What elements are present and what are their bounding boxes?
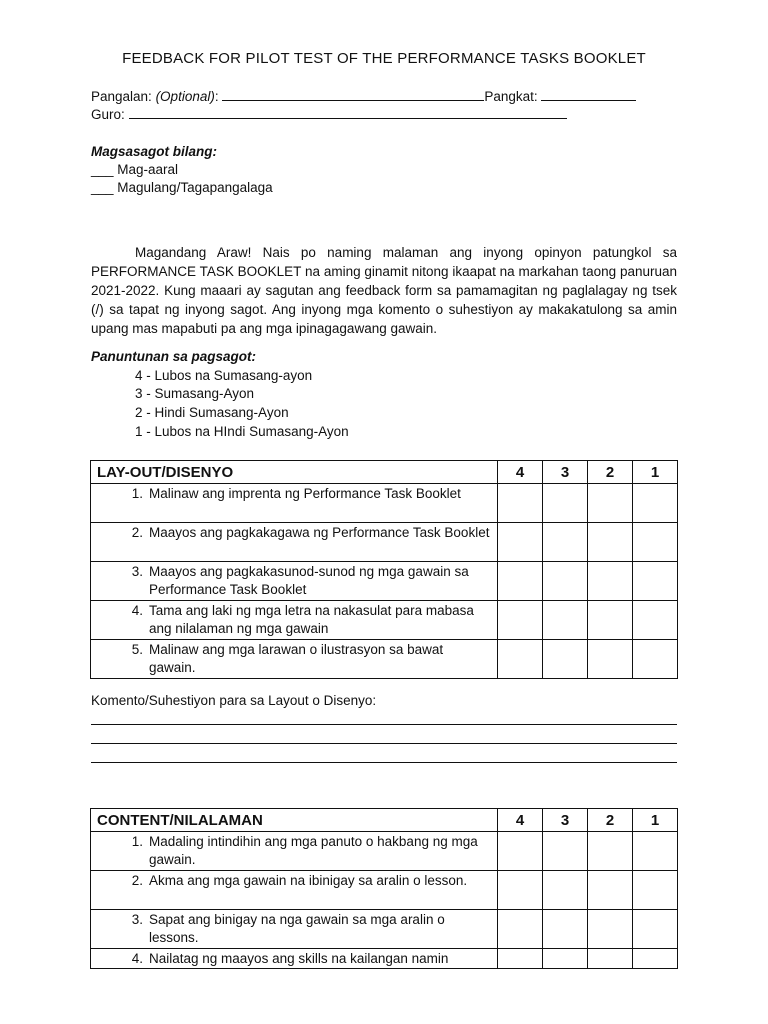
intro-text: Magandang Araw! Nais po naming malaman ang inyong opinyon patungkol sa PERFORMANCE TASK BOOKLET na aming ginamit nitong ikaapat na markahan taong panuruan 2021-2022. Kung maaari ay sagutan ang feedback form sa pamamagitan ng paglalagay ng tsek (/) sa tapat ng inyong sagot. Ang inyong mga komento o suhestiyon ay makakatulong sa amin upang mas mapabuti pa ang mga ipinagagawang gawain.	[91, 245, 677, 336]
rating-cell-3[interactable]	[543, 484, 588, 523]
rating-cell-2[interactable]	[588, 523, 633, 562]
rating-cell-2[interactable]	[588, 601, 633, 640]
intro-paragraph	[91, 243, 677, 338]
rating-cell-4[interactable]	[498, 640, 543, 679]
item-statement: Tama ang laki ng mga letra na nakasulat para mabasa ang nilalaman ng mga gawain	[149, 603, 474, 636]
rating-cell-2[interactable]	[588, 871, 633, 910]
rating-cell-3[interactable]	[543, 910, 588, 949]
rating-cell-4[interactable]	[498, 871, 543, 910]
name-label: Pangalan:	[91, 89, 156, 104]
rating-cell-1[interactable]	[633, 562, 678, 601]
item-statement: Madaling intindihin ang mga panuto o hakbang ng mga gawain.	[149, 834, 478, 867]
guidelines-heading: Panuntunan sa pagsagot:	[91, 349, 257, 364]
table-header-row	[91, 461, 678, 484]
table-row	[91, 523, 678, 562]
content-rating-table	[90, 808, 678, 969]
rating-cell-1[interactable]	[633, 949, 678, 969]
rating-cell-4[interactable]	[498, 523, 543, 562]
scale-header: 3	[543, 809, 588, 832]
rating-cell-3[interactable]	[543, 523, 588, 562]
guideline-item: 1 - Lubos na HIndi Sumasang-Ayon	[135, 424, 349, 439]
content-section-heading: CONTENT/NILALAMAN	[91, 809, 498, 832]
table-row	[91, 562, 678, 601]
comment-line[interactable]	[91, 762, 677, 763]
scale-header: 3	[543, 461, 588, 484]
scale-header: 4	[498, 461, 543, 484]
item-statement: Malinaw ang imprenta ng Performance Task Booklet	[149, 486, 461, 501]
rating-cell-3[interactable]	[543, 832, 588, 871]
rating-cell-1[interactable]	[633, 871, 678, 910]
rating-cell-3[interactable]	[543, 640, 588, 679]
form-title: FEEDBACK FOR PILOT TEST OF THE PERFORMANCE TASKS BOOKLET	[122, 50, 646, 67]
teacher-label: Guro:	[91, 107, 125, 122]
scale-header: 2	[588, 461, 633, 484]
table-row	[91, 601, 678, 640]
table-row	[91, 910, 678, 949]
optional-label: (Optional)	[155, 89, 215, 104]
guideline-item: 2 - Hindi Sumasang-Ayon	[135, 405, 289, 420]
item-statement: Akma ang mga gawain na ibinigay sa aralin o lesson.	[149, 873, 468, 888]
respondent-heading: Magsasagot bilang:	[91, 144, 218, 159]
item-number: 3.	[131, 564, 143, 579]
rating-cell-1[interactable]	[633, 601, 678, 640]
guideline-item: 3 - Sumasang-Ayon	[135, 386, 255, 401]
table-row	[91, 871, 678, 910]
scale-header: 2	[588, 809, 633, 832]
rating-cell-4[interactable]	[498, 832, 543, 871]
table-row	[91, 484, 678, 523]
comment-line[interactable]	[91, 724, 677, 725]
guideline-item: 4 - Lubos na Sumasang-ayon	[135, 368, 313, 383]
section-blank[interactable]	[541, 88, 636, 101]
rating-cell-2[interactable]	[588, 562, 633, 601]
rating-cell-2[interactable]	[588, 832, 633, 871]
rating-cell-4[interactable]	[498, 910, 543, 949]
rating-cell-2[interactable]	[588, 910, 633, 949]
rating-cell-4[interactable]	[498, 949, 543, 969]
item-number: 5.	[131, 642, 143, 657]
teacher-row	[91, 106, 567, 122]
rating-cell-2[interactable]	[588, 484, 633, 523]
rating-cell-1[interactable]	[633, 640, 678, 679]
rating-cell-1[interactable]	[633, 832, 678, 871]
respondent-option-parent[interactable]: ___ Magulang/Tagapangalaga	[91, 180, 273, 195]
rating-cell-4[interactable]	[498, 601, 543, 640]
rating-cell-3[interactable]	[543, 562, 588, 601]
name-blank[interactable]	[222, 88, 484, 101]
item-number: 2.	[131, 525, 143, 540]
rating-cell-3[interactable]	[543, 949, 588, 969]
scale-header: 4	[498, 809, 543, 832]
table-row	[91, 640, 678, 679]
item-statement: Maayos ang pagkakasunod-sunod ng mga gawain sa Performance Task Booklet	[149, 564, 469, 597]
table-row	[91, 832, 678, 871]
teacher-blank[interactable]	[129, 106, 567, 119]
rating-cell-1[interactable]	[633, 910, 678, 949]
item-number: 4.	[131, 951, 143, 966]
name-row	[91, 88, 636, 104]
rating-cell-4[interactable]	[498, 484, 543, 523]
rating-cell-1[interactable]	[633, 484, 678, 523]
item-statement: Malinaw ang mga larawan o ilustrasyon sa bawat gawain.	[149, 642, 444, 675]
layout-comment-label: Komento/Suhestiyon para sa Layout o Disenyo:	[91, 693, 377, 708]
item-number: 1.	[131, 834, 143, 849]
layout-section-heading: LAY-OUT/DISENYO	[91, 461, 498, 484]
respondent-option-student[interactable]: ___ Mag-aaral	[91, 162, 179, 177]
item-statement: Sapat ang binigay na nga gawain sa mga aralin o lessons.	[149, 912, 445, 945]
scale-header: 1	[633, 461, 678, 484]
item-number: 4.	[131, 603, 143, 618]
rating-cell-3[interactable]	[543, 601, 588, 640]
name-colon: :	[214, 89, 219, 104]
item-statement: Nailatag ng maayos ang skills na kailangan namin	[149, 951, 449, 966]
rating-cell-4[interactable]	[498, 562, 543, 601]
table-header-row	[91, 809, 678, 832]
rating-cell-2[interactable]	[588, 949, 633, 969]
comment-line[interactable]	[91, 743, 677, 744]
item-number: 1.	[131, 486, 143, 501]
rating-cell-3[interactable]	[543, 871, 588, 910]
rating-cell-2[interactable]	[588, 640, 633, 679]
item-number: 3.	[131, 912, 143, 927]
table-row	[91, 949, 678, 969]
item-number: 2.	[131, 873, 143, 888]
layout-rating-table	[90, 460, 678, 679]
rating-cell-1[interactable]	[633, 523, 678, 562]
item-statement: Maayos ang pagkakagawa ng Performance Task Booklet	[149, 525, 490, 540]
section-label: Pangkat:	[484, 89, 538, 104]
scale-header: 1	[633, 809, 678, 832]
